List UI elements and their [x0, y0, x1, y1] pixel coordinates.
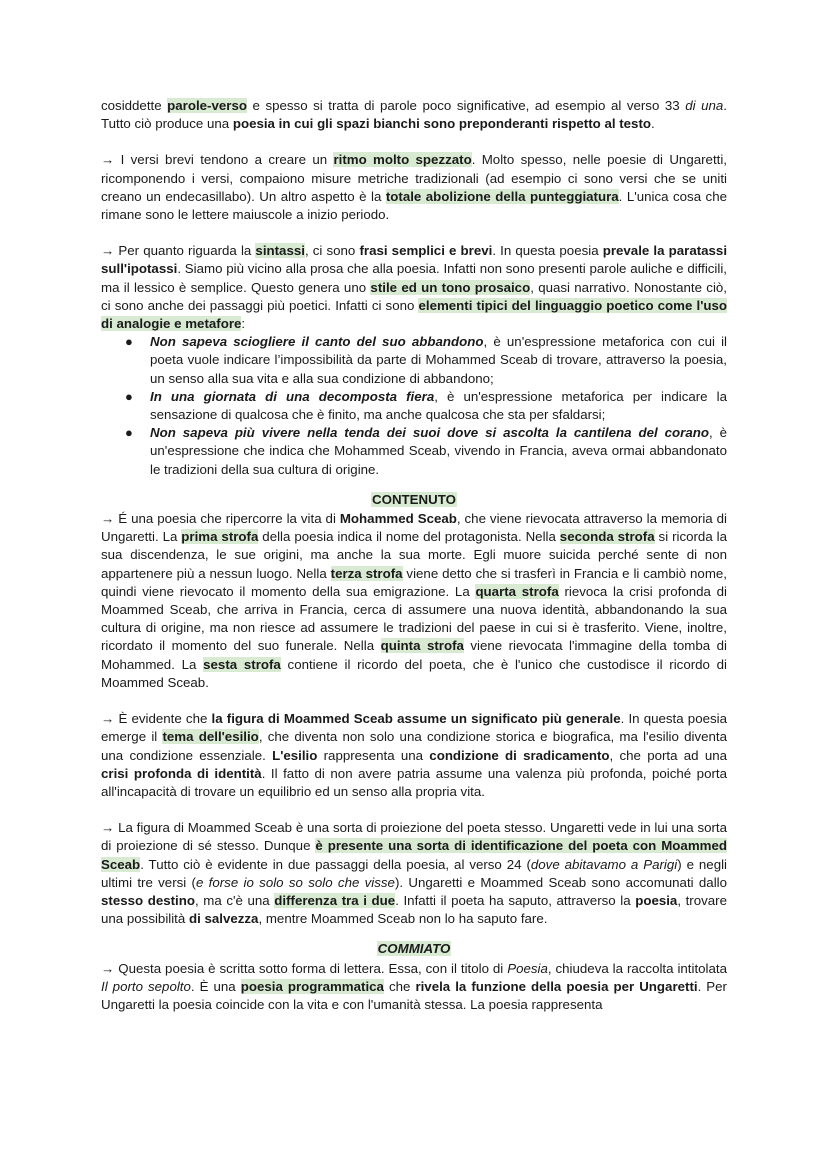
paragraph-ritmo: → I versi brevi tendono a creare un ritmo molto spezzato. Molto spesso, nelle poesie di Ungaretti, ricomponendo i versi, compaiono misure metriche tradizionali (ad esempio ci sono versi che se uniti creano un endecasillabo). Un altro aspetto è la totale abolizione della punteggiatura. L'unica cosa che rimane sono le lettere maiuscole a inizio periodo. — [101, 152, 727, 223]
paragraph-identificazione: → La figura di Moammed Sceab è una sorta di proiezione del poeta stesso. Ungaretti vede in lui una sorta di proiezione di sé stesso. Dunque è presente una sorta di identificazione del poeta con Moammed Sceab. Tutto ciò è evidente in due passaggi della poesia, al verso 24 (dove abitavamo a Parigi) e negli ultimi tre versi (e forse io solo so solo che visse). Ungaretti e Moammed Sceab sono accomunati dallo stesso destino, ma c'è una differenza tra i due. Infatti il poeta ha saputo, attraverso la poesia, trovare una possibilità di salvezza, mentre Moammed Sceab non lo ha saputo fare. — [101, 820, 727, 927]
heading-commiato: COMMIATO — [377, 941, 451, 957]
highlight-prima-strofa: prima strofa — [181, 529, 259, 545]
highlight-sintassi: sintassi — [255, 243, 305, 259]
highlight-tema-esilio: tema dell'esilio — [162, 729, 259, 745]
highlight-terza-strofa: terza strofa — [330, 565, 403, 581]
list-item: ● Non sapeva sciogliere il canto del suo abbandono, è un'espressione metaforica con cui il poeta vuole indicare l’impossibilità da parte di Mohammed Sceab di trovare, attraverso la poesia, un senso alla sua vita e alla sua condizione di abbandono; — [125, 334, 727, 386]
heading-contenuto: CONTENUTO — [372, 491, 456, 507]
paragraph-commiato: → Questa poesia è scritta sotto forma di lettera. Essa, con il titolo di Poesia, chiudeva la raccolta intitolata Il porto sepolto. È una poesia programmatica che rivela la funzione della poesia per Ungaretti. Per Ungaretti la poesia coincide con la vita e con l'umanità stessa. La poesia rappresenta — [101, 960, 727, 1012]
paragraph-sintassi: → Per quanto riguarda la sintassi, ci sono frasi semplici e brevi. In questa poesia prevale la paratassi sull'ipotassi. Siamo più vicino alla prosa che alla poesia. Infatti non sono presenti parole auliche e difficili, ma il lessico è semplice. Questo genera uno stile ed un tono prosaico, quasi narrativo. Nonostante ciò, ci sono anche dei passaggi più poetici. Infatti ci sono elementi tipici del linguaggio poetico come l'uso di analogie e metafore: — [101, 243, 728, 332]
bullet-icon: ● — [125, 388, 133, 404]
highlight-elementi: elementi tipici del linguaggio poetico come l'uso di analogie e metafore — [101, 297, 727, 332]
highlight-identificazione: è presente una sorta di identificazione del poeta con Moammed Sceab — [101, 838, 727, 872]
list-item: ● Non sapeva più vivere nella tenda dei suoi dove si ascolta la cantilena del corano, è un'espressione che indica che Mohammed Sceab, vivendo in Francia, aveva ormai abbandonato le tradizioni della sua cultura di origine. — [125, 425, 727, 477]
metaphor-list — [101, 333, 727, 479]
highlight-quinta-strofa: quinta strofa — [380, 638, 464, 654]
highlight-differenza: differenza tra i due — [274, 892, 396, 908]
highlight-quarta-strofa: quarta strofa — [475, 583, 559, 599]
bullet-icon: ● — [125, 425, 133, 441]
paragraph-esilio: → È evidente che la figura di Moammed Sceab assume un significato più generale. In questa poesia emerge il tema dell'esilio, che diventa non solo una condizione storica e biografica, ma l'esilio diventa una condizione essenziale. L'esilio rappresenta una condizione di sradicamento, che porta ad una crisi profonda di identità. Il fatto di non avere patria assume una valenza più profonda, poiché porta all'incapacità di trovare un equilibrio ed un senso alla propria vita. — [101, 711, 728, 799]
list-item: ● In una giornata di una decomposta fiera, è un'espressione metaforica per indicare la sensazione di qualcosa che è finito, ma anche qualcosa che sta per sfaldarsi; — [125, 388, 727, 423]
highlight-punteggiatura: totale abolizione della punteggiatura — [385, 188, 619, 204]
paragraph-contenuto: → É una poesia che ripercorre la vita di Mohammed Sceab, che viene rievocata attraverso la memoria di Ungaretti. La prima strofa della poesia indica il nome del protagonista. Nella seconda strofa si ricorda la sua discendenza, le sue origini, ma anche la sua morte. Egli muore suicida perché sente di non appartenere più a nessun luogo. Nella terza strofa viene detto che si trasferì in Francia e li cambiò nome, quindi viene rievocato il momento della sua emigrazione. La quarta strofa rievoca la crisi profonda di Moammed Sceab, che arriva in Francia, cerca di assumere una nuova identità, abbandonando la sua cultura di origine, ma non riesce ad assumere le tradizioni del paese in cui si è trasferito. Viene, inoltre, ricordato il momento del suo funerale. Nella quinta strofa viene rievocata l'immagine della tomba di Mohammed. La sesta strofa contiene il ricordo del poeta, che è l'unico che custodisce il ricordo di Moammed Sceab. — [101, 511, 728, 690]
highlight-seconda-strofa: seconda strofa — [559, 529, 655, 545]
highlight-stile: stile ed un tono prosaico — [370, 279, 531, 295]
highlight-programmatica: poesia programmatica — [240, 978, 384, 994]
highlight-ritmo: ritmo molto spezzato — [333, 152, 472, 168]
paragraph-parole-verso: cosiddette parole-verso e spesso si tratta di parole poco significative, ad esempio al verso 33 di una. Tutto ciò produce una poesia in cui gli spazi bianchi sono preponderanti rispetto al testo. — [101, 98, 727, 132]
highlight-sesta-strofa: sesta strofa — [203, 656, 281, 672]
bullet-icon: ● — [125, 334, 133, 350]
highlight-parole-verso: parole-verso — [167, 98, 247, 113]
